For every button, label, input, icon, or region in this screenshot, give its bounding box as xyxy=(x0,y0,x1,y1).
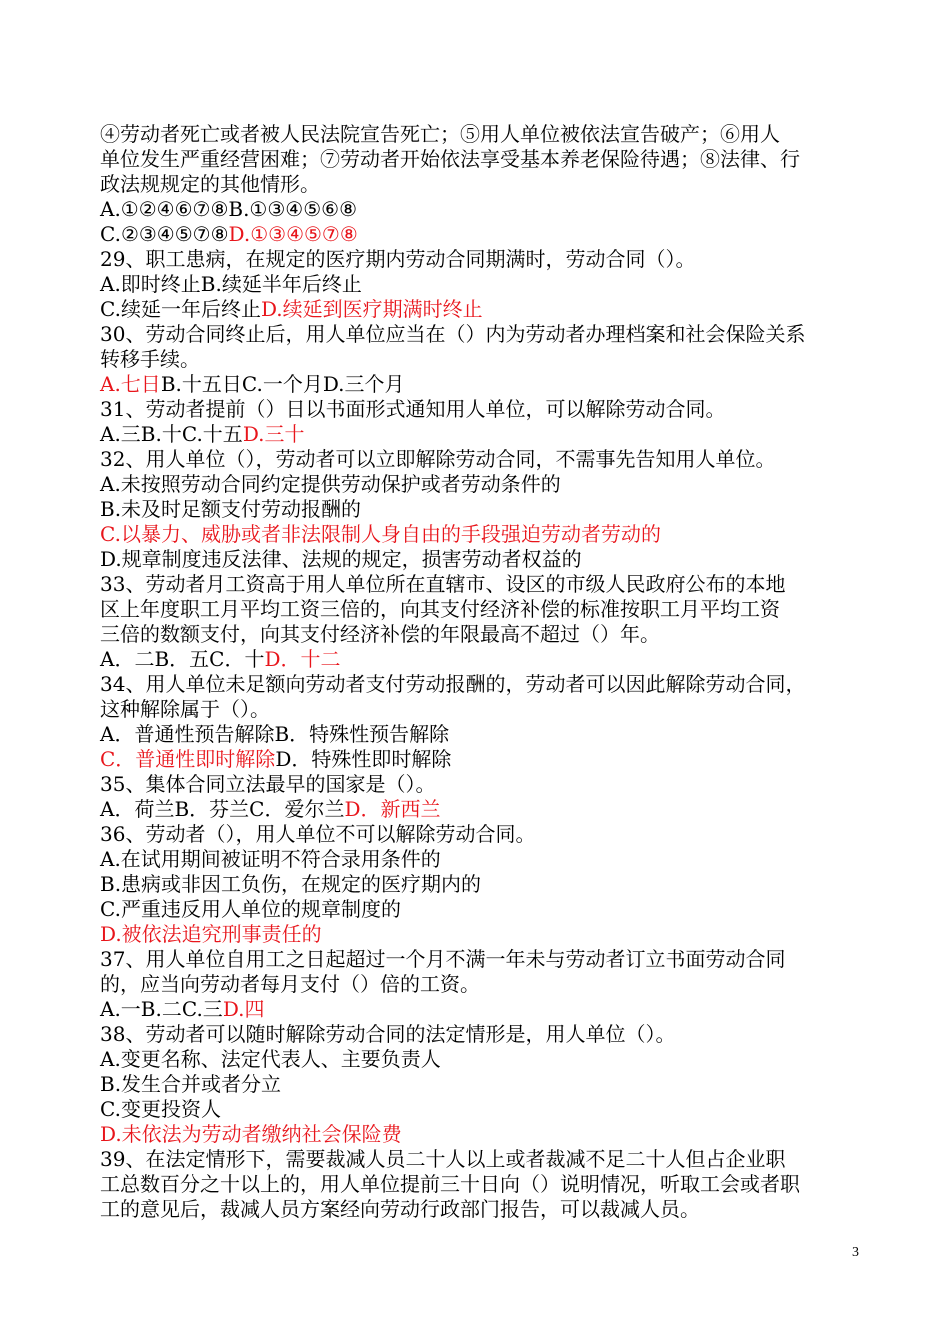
line-text: 政法规规定的其他情形。 xyxy=(100,172,320,196)
line-text: 三倍的数额支付，向其支付经济补偿的年限最高不超过（）年。 xyxy=(100,622,660,646)
line-text: 区上年度职工月平均工资三倍的，向其支付经济补偿的标准按职工月平均工资 xyxy=(100,597,780,621)
line-text: 的，应当向劳动者每月支付（）倍的工资。 xyxy=(100,972,480,996)
text-line xyxy=(100,122,865,147)
line-text: 35、集体合同立法最早的国家是（）。 xyxy=(100,772,436,796)
line-text: A．荷兰B．芬兰C．爱尔兰 xyxy=(100,797,345,821)
text-line xyxy=(100,772,865,797)
text-line xyxy=(100,1122,865,1147)
text-line xyxy=(100,897,865,922)
text-line xyxy=(100,822,865,847)
line-text: A.①②④⑥⑦⑧B.①③④⑤⑥⑧ xyxy=(100,197,358,221)
line-text: A．普通性预告解除B．特殊性预告解除 xyxy=(100,722,450,746)
text-line xyxy=(100,672,865,697)
text-line xyxy=(100,322,865,347)
answer-text: D.续延到医疗期满时终止 xyxy=(260,297,483,321)
line-text: D.规章制度违反法律、法规的规定，损害劳动者权益的 xyxy=(100,547,582,571)
text-line xyxy=(100,872,865,897)
text-line xyxy=(100,572,865,597)
line-text: 37、用人单位自用工之日起超过一个月不满一年未与劳动者订立书面劳动合同 xyxy=(100,947,786,971)
line-text: 32、用人单位（），劳动者可以立即解除劳动合同，不需事先告知用人单位。 xyxy=(100,447,776,471)
line-text: 工总数百分之十以上的，用人单位提前三十日向（）说明情况，听取工会或者职 xyxy=(100,1172,800,1196)
line-text: 31、劳动者提前（）日以书面形式通知用人单位，可以解除劳动合同。 xyxy=(100,397,726,421)
text-line xyxy=(100,172,865,197)
line-text: 这种解除属于（）。 xyxy=(100,697,270,721)
text-line xyxy=(100,247,865,272)
text-line xyxy=(100,1072,865,1097)
text-line xyxy=(100,622,865,647)
text-line xyxy=(100,547,865,572)
line-text: 单位发生严重经营困难；⑦劳动者开始依法享受基本养老保险待遇；⑧法律、行 xyxy=(100,147,800,171)
line-text: 38、劳动者可以随时解除劳动合同的法定情形是，用人单位（）。 xyxy=(100,1022,676,1046)
answer-text: D.被依法追究刑事责任的 xyxy=(100,922,322,946)
text-line xyxy=(100,347,865,372)
line-text: C.②③④⑤⑦⑧ xyxy=(100,222,229,246)
text-line xyxy=(100,222,865,247)
answer-text: D.三十 xyxy=(242,422,305,446)
text-line xyxy=(100,747,865,772)
text-line xyxy=(100,497,865,522)
answer-text: C．普通性即时解除 xyxy=(100,747,276,771)
line-text: A.即时终止B.续延半年后终止 xyxy=(100,272,362,296)
line-text: B.十五日C.一个月D.三个月 xyxy=(160,372,405,396)
line-text: A．二B．五C．十 xyxy=(100,647,265,671)
line-text: B.患病或非因工负伤，在规定的医疗期内的 xyxy=(100,872,482,896)
line-text: A.未按照劳动合同约定提供劳动保护或者劳动条件的 xyxy=(100,472,561,496)
line-text: D．特殊性即时解除 xyxy=(275,747,452,771)
line-text: C.变更投资人 xyxy=(100,1097,221,1121)
answer-text: D.四 xyxy=(222,997,265,1021)
line-text: C.续延一年后终止 xyxy=(100,297,261,321)
line-text: A.一B.二C.三 xyxy=(100,997,223,1021)
text-line xyxy=(100,847,865,872)
answer-text: A.七日 xyxy=(100,372,161,396)
text-line xyxy=(100,522,865,547)
text-line xyxy=(100,1047,865,1072)
document-body xyxy=(100,122,865,1222)
text-line xyxy=(100,947,865,972)
line-text: ④劳动者死亡或者被人民法院宣告死亡；⑤用人单位被依法宣告破产；⑥用人 xyxy=(100,122,780,146)
text-line xyxy=(100,997,865,1022)
page-number: 3 xyxy=(852,1245,859,1260)
line-text: 工的意见后，裁减人员方案经向劳动行政部门报告，可以裁减人员。 xyxy=(100,1197,700,1221)
line-text: B.未及时足额支付劳动报酬的 xyxy=(100,497,362,521)
text-line xyxy=(100,1197,865,1222)
line-text: A.在试用期间被证明不符合录用条件的 xyxy=(100,847,441,871)
text-line xyxy=(100,422,865,447)
answer-text: C.以暴力、威胁或者非法限制人身自由的手段强迫劳动者劳动的 xyxy=(100,522,661,546)
answer-text: D.未依法为劳动者缴纳社会保险费 xyxy=(100,1122,402,1146)
text-line xyxy=(100,597,865,622)
text-line xyxy=(100,197,865,222)
text-line xyxy=(100,447,865,472)
line-text: A.变更名称、法定代表人、主要负责人 xyxy=(100,1047,441,1071)
line-text: 29、职工患病，在规定的医疗期内劳动合同期满时，劳动合同（）。 xyxy=(100,247,696,271)
answer-text: D．新西兰 xyxy=(344,797,441,821)
line-text: 39、在法定情形下，需要裁减人员二十人以上或者裁减不足二十人但占企业职 xyxy=(100,1147,786,1171)
answer-text: D．十二 xyxy=(264,647,341,671)
text-line xyxy=(100,297,865,322)
text-line xyxy=(100,1147,865,1172)
text-line xyxy=(100,397,865,422)
answer-text: D.①③④⑤⑦⑧ xyxy=(228,222,358,246)
text-line xyxy=(100,472,865,497)
line-text: 34、用人单位未足额向劳动者支付劳动报酬的，劳动者可以因此解除劳动合同， xyxy=(100,672,806,696)
line-text: B.发生合并或者分立 xyxy=(100,1072,282,1096)
line-text: 30、劳动合同终止后，用人单位应当在（）内为劳动者办理档案和社会保险关系 xyxy=(100,322,806,346)
text-line xyxy=(100,272,865,297)
text-line xyxy=(100,722,865,747)
line-text: 36、劳动者（），用人单位不可以解除劳动合同。 xyxy=(100,822,536,846)
line-text: 33、劳动者月工资高于用人单位所在直辖市、设区的市级人民政府公布的本地 xyxy=(100,572,786,596)
text-line xyxy=(100,797,865,822)
line-text: C.严重违反用人单位的规章制度的 xyxy=(100,897,401,921)
text-line xyxy=(100,1172,865,1197)
text-line xyxy=(100,147,865,172)
text-line xyxy=(100,1097,865,1122)
line-text: A.三B.十C.十五 xyxy=(100,422,243,446)
text-line xyxy=(100,697,865,722)
line-text: 转移手续。 xyxy=(100,347,200,371)
text-line xyxy=(100,972,865,997)
text-line xyxy=(100,1022,865,1047)
text-line xyxy=(100,647,865,672)
text-line xyxy=(100,922,865,947)
text-line xyxy=(100,372,865,397)
